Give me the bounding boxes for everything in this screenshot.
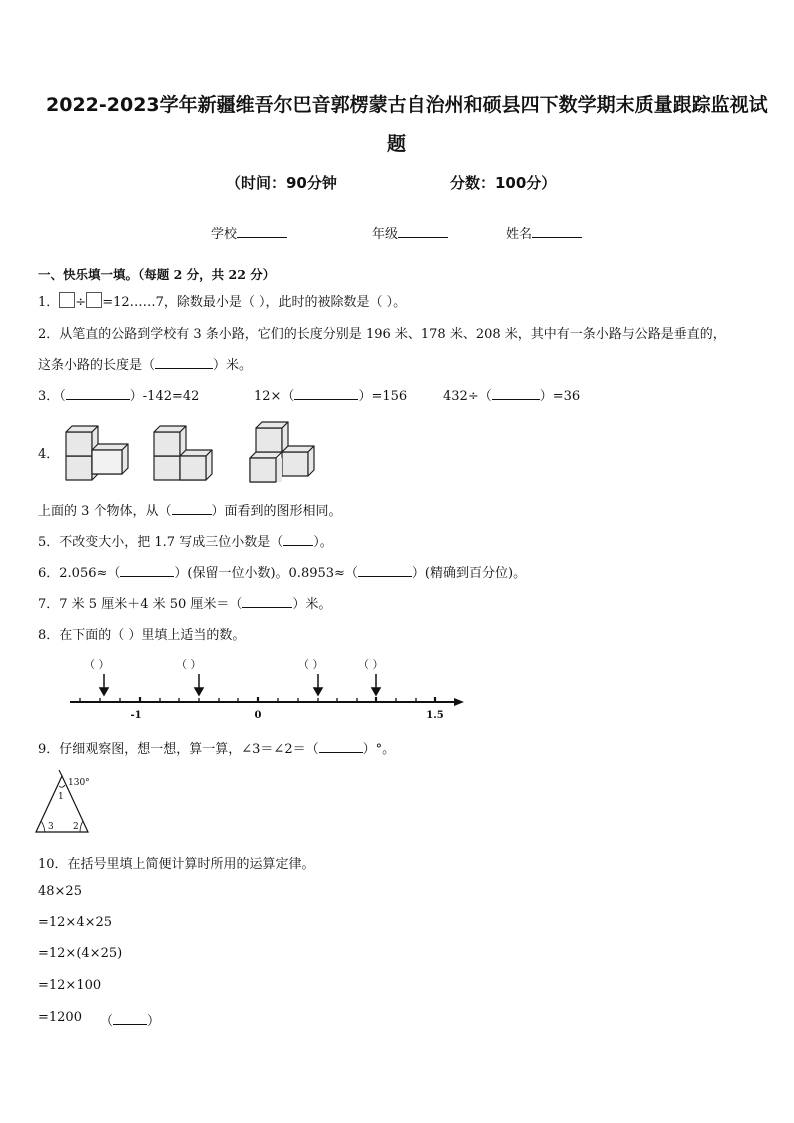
question-3a: [38, 385, 199, 404]
name-field: [506, 223, 582, 242]
number-line: [66, 654, 466, 724]
q1-number: 1．: [38, 295, 60, 310]
dividend-box[interactable]: [59, 292, 75, 308]
q3a-text-b: ）-142=42: [129, 389, 200, 404]
q5-text-b: ）。: [313, 535, 333, 550]
q6-text-c: ）(精确到百分位)。: [411, 566, 527, 581]
calc-line-2: =12×4×25: [38, 915, 113, 930]
number-line-arrowhead: [454, 698, 464, 706]
grade-label: 年级: [372, 227, 399, 242]
angle-1-label: 1: [58, 792, 64, 802]
question-10: 10．在括号里填上简便计算时所用的运算定律。: [38, 857, 315, 872]
calc-line-5: =1200: [38, 1010, 82, 1025]
q6-text-b: ）(保留一位小数)。0.8953≈（: [174, 566, 358, 581]
angle-arc-2: [80, 821, 83, 832]
q4-text-b: ）面看到的图形相同。: [211, 504, 342, 519]
q4-text-a: 上面的 3 个物体，从（: [38, 504, 172, 519]
number-line-paren-1[interactable]: （ ）: [84, 658, 110, 671]
q3b-text-b: ）=156: [358, 389, 408, 404]
q10-paren-open: （: [100, 1014, 114, 1029]
question-2-line1: 2．从笔直的公路到学校有 3 条小路，它们的长度分别是 196 米、178 米、208 米，其中有一条小路与公路是垂直的，: [38, 327, 726, 342]
q2-answer-blank[interactable]: [155, 356, 213, 369]
grade-blank[interactable]: [398, 225, 448, 238]
calc-line-4: =12×100: [38, 978, 102, 993]
page-title: 2022-2023学年新疆维吾尔巴音郭楞蒙古自治州和硕县四下数学期末质量跟踪监视试: [46, 94, 768, 116]
calc-line-3: =12×(4×25): [38, 946, 123, 961]
q5-blank[interactable]: [283, 533, 313, 546]
exam-time: （时间：90分钟: [226, 174, 337, 192]
q3b-text-a: 12×（: [254, 389, 295, 404]
school-blank[interactable]: [237, 225, 287, 238]
cube-figure-3: [250, 422, 314, 482]
cube-figures: [60, 418, 320, 488]
section-heading: 一、快乐填一填。（每题 2 分，共 22 分）: [38, 267, 276, 282]
divisor-box[interactable]: [86, 292, 102, 308]
q7-text-a: 7．7 米 5 厘米＋4 米 50 厘米＝（: [38, 597, 243, 612]
q9-blank[interactable]: [319, 740, 363, 753]
q6-blank-1[interactable]: [120, 564, 174, 577]
number-line-paren-3[interactable]: （ ）: [298, 658, 324, 671]
q10-blank[interactable]: [113, 1012, 147, 1025]
q7-blank[interactable]: [242, 595, 292, 608]
question-3b: [254, 385, 407, 404]
name-label: 姓名: [506, 227, 533, 242]
q1-text: =12……7，除数最小是（ ），此时的被除数是（ ）。: [102, 295, 407, 310]
calc-line-1: 48×25: [38, 884, 82, 899]
angle-3-label: 3: [48, 822, 54, 832]
angle-2-label: 2: [73, 822, 79, 832]
question-9: [38, 738, 395, 757]
cube-figure-2: [154, 426, 212, 480]
q3a-text-a: 3．（: [38, 389, 66, 404]
q10-answer: [100, 1010, 160, 1029]
question-1: [38, 291, 406, 310]
question-3c: [443, 385, 580, 404]
tick-label-1-5: 1.5: [426, 710, 444, 721]
q3c-text-a: 432÷（: [443, 389, 492, 404]
school-label: 学校: [211, 227, 238, 242]
question-7: [38, 593, 331, 612]
page-title-cont: 题: [387, 133, 407, 155]
question-4-text: [38, 500, 342, 519]
exam-score: 分数：100分）: [450, 174, 557, 192]
q3c-blank[interactable]: [492, 387, 540, 400]
question-8: 8．在下面的（ ）里填上适当的数。: [38, 628, 246, 643]
q6-blank-2[interactable]: [358, 564, 412, 577]
question-6: [38, 562, 526, 581]
cube-figure-1: [66, 426, 128, 480]
q5-text-a: 5．不改变大小，把 1.7 写成三位小数是（: [38, 535, 284, 550]
q4-number: 4．: [38, 447, 60, 462]
question-2-line2: [38, 354, 252, 373]
number-line-paren-4[interactable]: （ ）: [358, 658, 384, 671]
angle-arc-3: [41, 821, 45, 832]
number-line-paren-2[interactable]: （ ）: [176, 658, 202, 671]
angle-130-label: 130°: [68, 778, 90, 788]
q3a-blank[interactable]: [66, 387, 130, 400]
q6-text-a: 6．2.056≈（: [38, 566, 121, 581]
triangle-figure: [32, 770, 102, 838]
q9-text-a: 9．仔细观察图，想一想，算一算，∠3＝∠2＝（: [38, 742, 319, 757]
grade-field: [372, 223, 448, 242]
tick-label-0: 0: [254, 710, 262, 721]
q7-text-b: ）米。: [292, 597, 332, 612]
name-blank[interactable]: [532, 225, 582, 238]
q9-text-b: ）°。: [362, 742, 396, 757]
q4-blank[interactable]: [172, 502, 212, 515]
question-5: [38, 531, 333, 550]
q2-text-a: 这条小路的长度是（: [38, 358, 156, 373]
q1-divide-sign: ÷: [75, 295, 87, 310]
q2-text-b: ）米。: [213, 358, 253, 373]
angle-arc-1: [59, 785, 65, 787]
triangle-extension: [59, 770, 62, 776]
tick-label-neg1: -1: [130, 710, 142, 721]
school-field: [211, 223, 287, 242]
q10-paren-close: ）: [147, 1014, 161, 1029]
q3c-text-b: ）=36: [539, 389, 581, 404]
q3b-blank[interactable]: [294, 387, 358, 400]
